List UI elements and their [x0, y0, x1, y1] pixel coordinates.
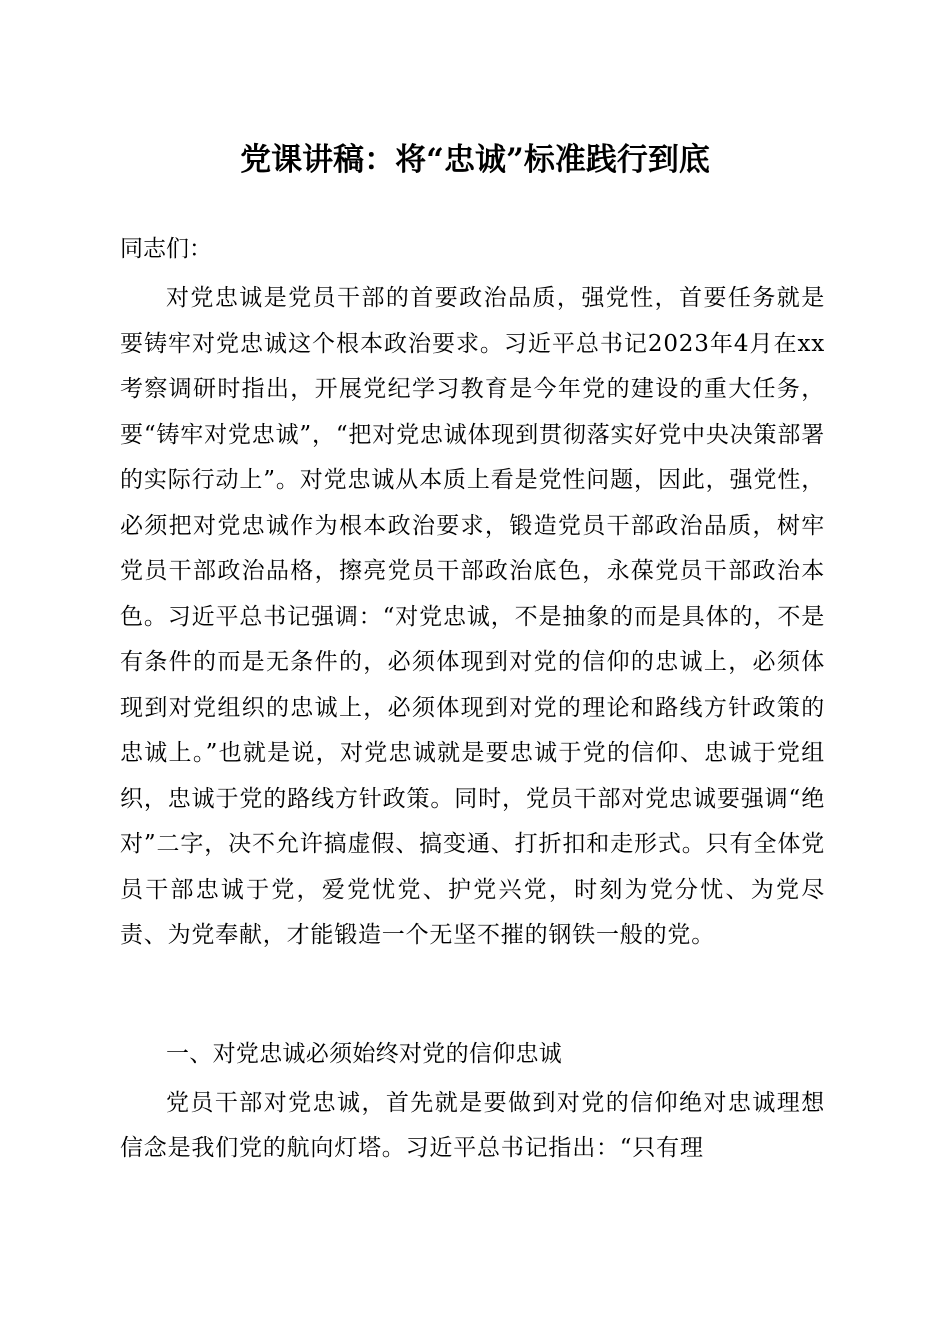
salutation: 同志们： — [120, 236, 212, 262]
intro-body — [120, 276, 825, 959]
document-title: 党课讲稿：将“忠诚”标准践行到底 — [240, 142, 710, 178]
section-1-heading: 一、对党忠诚必须始终对党的信仰忠诚 — [166, 1041, 563, 1067]
section-1 — [120, 1032, 825, 1172]
intro-paragraph: 对党忠诚是党员干部的首要政治品质，强党性，首要任务就是要铸牢对党忠诚这个根本政治要求。习近平总书记2023年4月在xx考察调研时指出，开展党纪学习教育是今年党的建设的重大任务，要“铸牢对党忠诚”，“把对党忠诚体现到贯彻落实好党中央决策部署的实际行动上”。对党忠诚从本质上看是党性问题，因此，强党性，必须把对党忠诚作为根本政治要求，锻造党员干部政治品质，树牢党员干部政治品格，擦亮党员干部政治底色，永葆党员干部政治本色。习近平总书记强调：“对党忠诚，不是抽象的而是具体的，不是有条件的而是无条件的，必须体现到对党的信仰的忠诚上，必须体现到对党组织的忠诚上，必须体现到对党的理论和路线方针政策的忠诚上。”也就是说，对党忠诚就是要忠诚于党的信仰、忠诚于党组织，忠诚于党的路线方针政策。同时，党员干部对党忠诚要强调“绝对”二字，决不允许搞虚假、搞变通、打折扣和走形式。只有全体党员干部忠诚于党，爱党忧党、护党兴党，时刻为党分忧、为党尽责、为党奉献，才能锻造一个无坚不摧的钢铁一般的党。 — [120, 285, 825, 948]
section-1-paragraph: 党员干部对党忠诚，首先就是要做到对党的信仰绝对忠诚理想信念是我们党的航向灯塔。习近平总书记指出：“只有理 — [120, 1089, 825, 1161]
